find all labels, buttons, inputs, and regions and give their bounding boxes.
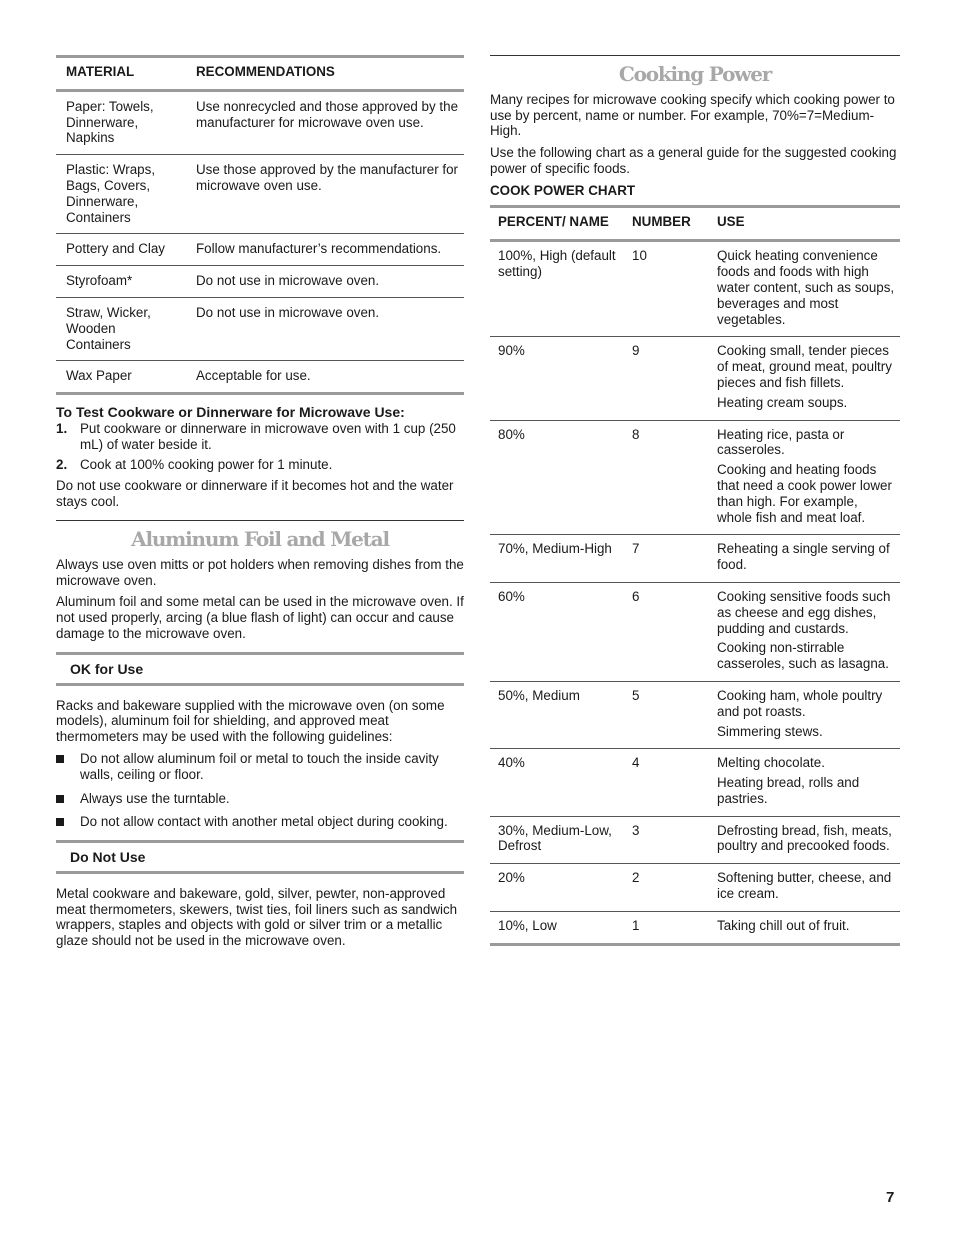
recommendation-cell: Use nonrecycled and those approved by the manufacturer for microwave oven use. (186, 90, 464, 154)
table-row (490, 749, 900, 816)
materials-header-row (56, 57, 464, 91)
table-row (490, 535, 900, 583)
cooking-power-title: Cooking Power (618, 62, 772, 86)
use-text: Melting chocolate. (717, 755, 825, 771)
use-cell (709, 749, 900, 816)
step-text: Put cookware or dinnerware in microwave oven with 1 cup (250 mL) of water beside it. (80, 420, 456, 452)
use-cell (709, 681, 900, 748)
cooking-power-paragraph: Many recipes for microwave cooking specify which cooking power to use by percent, name or number. For example, 70%=7=Medium-High. (490, 91, 895, 139)
section-divider (56, 520, 464, 521)
material-cell: Plastic: Wraps, Bags, Covers, Dinnerware, Containers (56, 155, 186, 234)
do-not-use-heading: Do Not Use (56, 840, 464, 874)
table-row (56, 90, 464, 154)
use-text: Cooking ham, whole poultry and pot roasts. (717, 687, 883, 719)
use-cell (709, 420, 900, 535)
percent-cell: 30%, Medium-Low, Defrost (490, 816, 624, 864)
recommendation-cell: Do not use in microwave oven. (186, 297, 464, 360)
use-text: Cooking non-stirrable casseroles, such as lasagna. (717, 640, 889, 672)
table-row (490, 911, 900, 944)
header-percent-name: PERCENT/ NAME (490, 206, 624, 241)
percent-cell: 100%, High (default setting) (490, 241, 624, 337)
recommendation-cell: Do not use in microwave oven. (186, 266, 464, 298)
cook-header-row (490, 206, 900, 241)
step-text: Cook at 100% cooking power for 1 minute. (80, 456, 333, 472)
percent-cell: 50%, Medium (490, 681, 624, 748)
section-divider (490, 55, 900, 56)
list-item (56, 791, 464, 807)
recommendation-cell: Follow manufacturer’s recommendations. (186, 234, 464, 266)
material-cell: Straw, Wicker, Wooden Containers (56, 297, 186, 360)
table-row (56, 297, 464, 360)
use-text: Cooking small, tender pieces of meat, ground meat, poultry pieces and fish fillets. (717, 343, 892, 390)
material-cell: Paper: Towels, Dinnerware, Napkins (56, 90, 186, 154)
table-row (490, 681, 900, 748)
recommendation-cell: Use those approved by the manufacturer for microwave oven use. (186, 155, 464, 234)
use-cell (709, 816, 900, 864)
cooking-power-paragraph: Use the following chart as a general guide for the suggested cooking power of specific foods. (490, 145, 897, 176)
percent-cell: 10%, Low (498, 917, 557, 933)
table-row (490, 337, 900, 420)
percent-cell: 80% (490, 420, 624, 535)
number-cell: 10 (624, 241, 709, 337)
number-cell: 6 (624, 582, 709, 681)
use-cell (709, 241, 900, 337)
header-recommendations: RECOMMENDATIONS (186, 57, 464, 91)
page-number: 7 (886, 1189, 895, 1206)
use-text: Heating rice, pasta or casseroles. (717, 426, 845, 458)
ok-for-use-text: Racks and bakeware supplied with the microwave oven (on some models), aluminum foil for shielding, and approved meat thermometers may be used with the following guidelines: (56, 697, 445, 745)
right-column (490, 55, 900, 946)
bullet-square-icon (56, 755, 64, 763)
percent-cell: 20% (490, 864, 624, 912)
header-material: MATERIAL (56, 57, 186, 91)
use-text: Heating bread, rolls and pastries. (717, 775, 860, 806)
left-column (56, 55, 464, 955)
ok-for-use-heading: OK for Use (56, 652, 464, 686)
number-cell: 9 (624, 337, 709, 420)
table-row (56, 155, 464, 234)
step-number: 1. (56, 420, 68, 436)
materials-table (56, 55, 464, 395)
step-number: 2. (56, 456, 68, 472)
use-text: Taking chill out of fruit. (717, 917, 850, 933)
number-cell: 2 (624, 864, 709, 912)
bullet-square-icon (56, 818, 64, 826)
table-row (490, 816, 900, 864)
use-cell (709, 337, 900, 420)
table-row (56, 266, 464, 298)
aluminum-section-title: Aluminum Foil and Metal (131, 526, 389, 551)
recommendation-cell: Acceptable for use. (196, 368, 311, 384)
list-item (56, 751, 464, 783)
number-cell: 7 (624, 535, 709, 583)
number-cell: 5 (624, 681, 709, 748)
use-cell (709, 864, 900, 912)
table-row (490, 582, 900, 681)
bullet-square-icon (56, 795, 64, 803)
use-text: Quick heating convenience foods and foods with high water content, such as soups, beverages and most vegetables. (717, 248, 895, 327)
use-text: Cooking and heating foods that need a cook power lower than high. For example, whole fish and meat loaf. (717, 462, 892, 525)
test-cookware-heading: To Test Cookware or Dinnerware for Microwave Use: (56, 404, 405, 421)
aluminum-paragraph: Always use oven mitts or pot holders when removing dishes from the microwave oven. (56, 556, 464, 588)
use-text: Simmering stews. (717, 723, 823, 739)
cook-power-table (490, 205, 900, 946)
ok-bullets-list (56, 751, 464, 830)
table-row (490, 420, 900, 535)
material-cell: Styrofoam* (56, 266, 186, 298)
use-text: Reheating a single serving of food. (717, 541, 890, 573)
list-item (56, 457, 464, 473)
number-cell: 3 (624, 816, 709, 864)
table-row (490, 241, 900, 337)
bullet-text: Do not allow contact with another metal object during cooking. (80, 814, 448, 830)
use-text: Heating cream soups. (717, 394, 848, 410)
cook-power-chart-label: COOK POWER CHART (490, 182, 636, 198)
number-cell: 8 (624, 420, 709, 535)
use-text: Softening butter, cheese, and ice cream. (717, 870, 892, 902)
percent-cell: 90% (490, 337, 624, 420)
table-row (56, 234, 464, 266)
percent-cell: 70%, Medium-High (490, 535, 624, 583)
bullet-text: Do not allow aluminum foil or metal to touch the inside cavity walls, ceiling or floor. (80, 750, 439, 782)
table-row (56, 361, 464, 394)
list-item (56, 421, 464, 453)
header-number: NUMBER (624, 206, 709, 241)
list-item (56, 814, 464, 830)
percent-cell: 40% (490, 749, 624, 816)
do-not-use-text: Metal cookware and bakeware, gold, silver, pewter, non-approved meat thermometers, skewers, twist ties, foil liners such as sandwich wrappers, staples and objects with gold or silver trim or a metallic glaze should not be used in the microwave oven. (56, 885, 458, 949)
use-cell (709, 582, 900, 681)
material-cell: Pottery and Clay (56, 234, 186, 266)
bullet-text: Always use the turntable. (80, 790, 230, 806)
use-text: Defrosting bread, fish, meats, poultry and precooked foods. (717, 822, 892, 854)
number-cell: 4 (624, 749, 709, 816)
use-text: Cooking sensitive foods such as cheese and egg dishes, pudding and custards. (717, 588, 891, 636)
percent-cell: 60% (490, 582, 624, 681)
aluminum-paragraph: Aluminum foil and some metal can be used in the microwave oven. If not used properly, arcing (a blue flash of light) can occur and cause damage to the microwave oven. (56, 594, 464, 641)
table-row (490, 864, 900, 912)
use-cell (709, 535, 900, 583)
test-note: Do not use cookware or dinnerware if it becomes hot and the water stays cool. (56, 478, 454, 510)
test-steps-list (56, 421, 464, 472)
material-cell: Wax Paper (66, 368, 132, 384)
number-cell: 1 (632, 917, 640, 933)
use-cell (709, 911, 900, 944)
header-use: USE (709, 206, 900, 241)
